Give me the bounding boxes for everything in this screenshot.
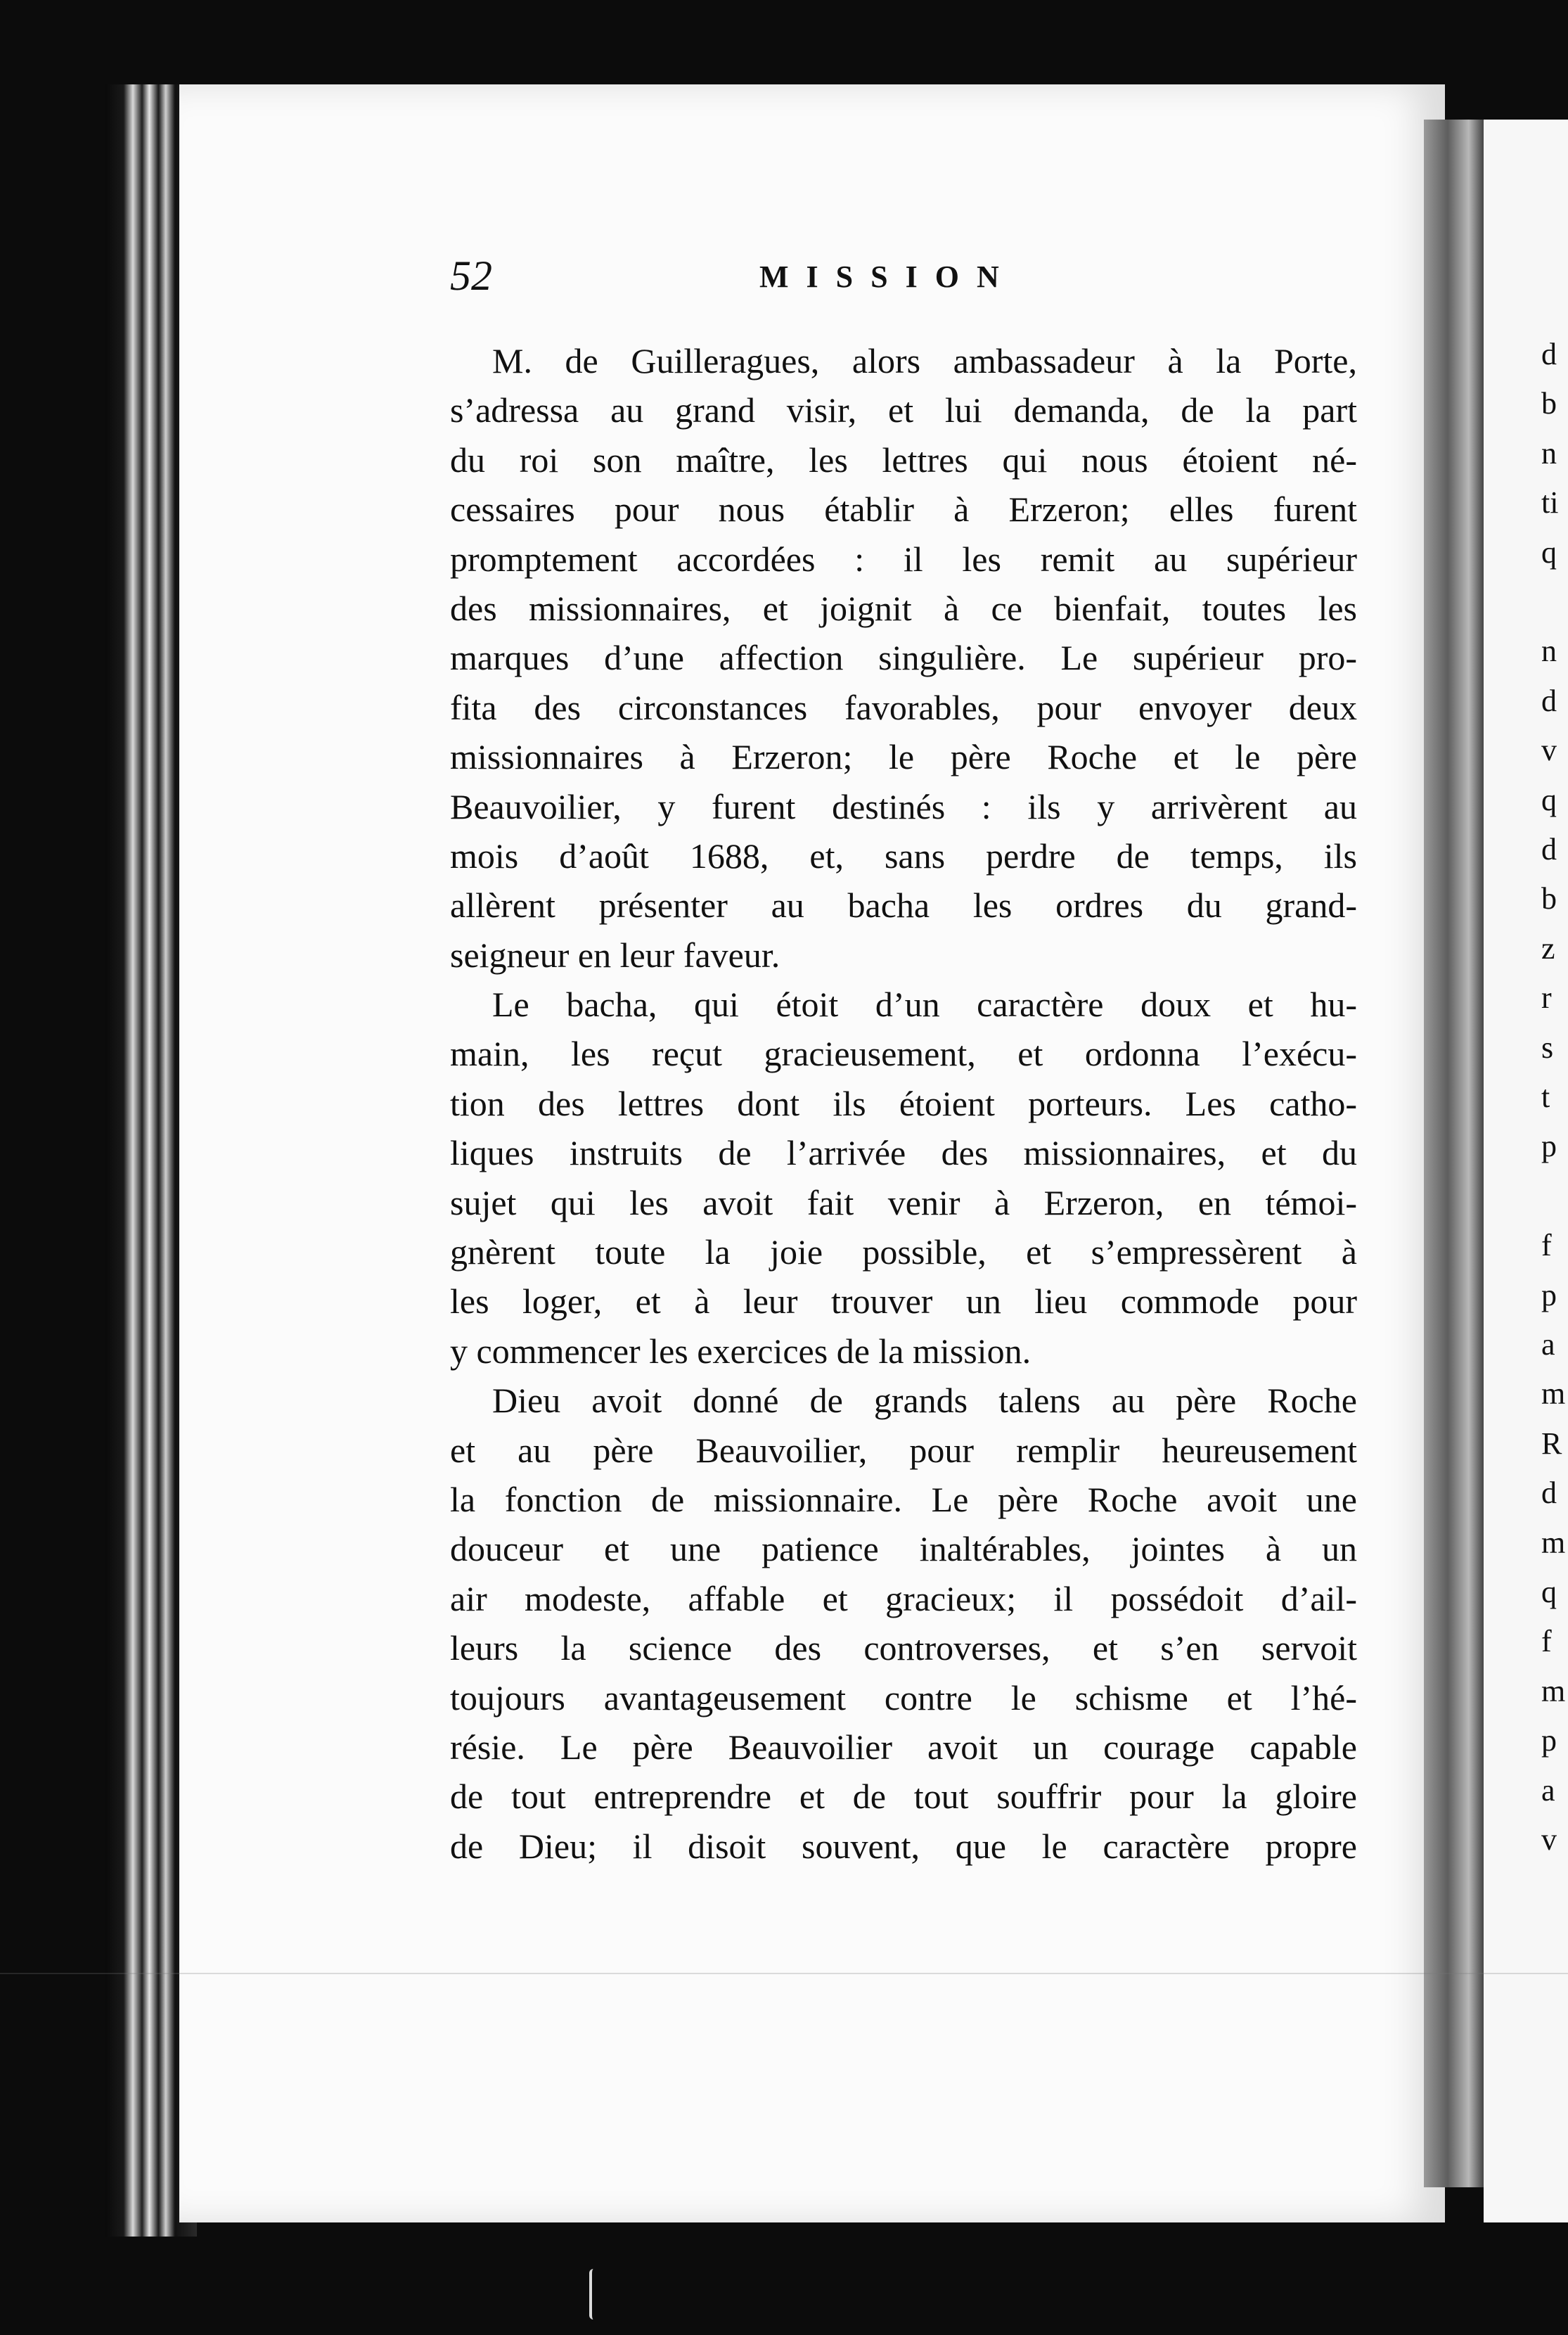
facing-page-fragment: t [1541, 1080, 1550, 1114]
text-line: Beauvoilier, y furent destinés : ils y arrivèrent au [450, 786, 1357, 826]
facing-page-fragment: m [1541, 1525, 1566, 1560]
text-line: fita des circonstances favorables, pour envoyer deux [450, 687, 1357, 727]
facing-page-fragment: d [1541, 832, 1557, 866]
text-line: liques instruits de l’arrivée des missionnaires, et du [450, 1133, 1357, 1173]
facing-page-fragment: p [1541, 1129, 1557, 1164]
text-line: seigneur en leur faveur. [450, 935, 780, 975]
facing-page-fragment: d [1541, 683, 1557, 718]
text-line: tion des lettres dont ils étoient porteurs. Les catho- [450, 1083, 1357, 1123]
facing-page-fragment: s [1541, 1030, 1554, 1065]
facing-page-fragment: r [1541, 980, 1552, 1016]
page-gutter-shadow [1424, 120, 1484, 2187]
text-line: Dieu avoit donné de grands talens au père Roche [492, 1381, 1357, 1421]
text-line: et au père Beauvoilier, pour remplir heureusement [450, 1430, 1357, 1470]
facing-page-fragment: p [1541, 1723, 1557, 1758]
scan-crease-line [0, 1973, 1568, 1974]
text-line: gnèrent toute la joie possible, et s’empressèrent à [450, 1232, 1357, 1272]
facing-page-fragment: n [1541, 634, 1557, 669]
running-head: MISSION [759, 260, 1017, 294]
facing-page-fragment: d [1541, 1476, 1557, 1511]
text-line: air modeste, affable et gracieux; il possédoit d’ail- [450, 1578, 1357, 1618]
facing-page-fragment: f [1541, 1624, 1552, 1659]
text-line: leurs la science des controverses, et s’en servoit [450, 1628, 1357, 1668]
facing-page-fragment: d [1541, 337, 1557, 371]
facing-page-fragment: ti [1541, 485, 1559, 520]
text-line: M. de Guilleragues, alors ambassadeur à la Porte, [492, 341, 1357, 380]
page-number: 52 [450, 252, 492, 299]
facing-page-fragment: q [1541, 782, 1557, 817]
page-header [450, 252, 1357, 308]
facing-page-fragment: f [1541, 1228, 1552, 1263]
text-line: missionnaires à Erzeron; le père Roche et le père [450, 737, 1357, 777]
facing-page-fragment: b [1541, 386, 1557, 421]
facing-page-fragment: v [1541, 1822, 1557, 1857]
facing-page-edge [1484, 120, 1568, 2222]
text-line: la fonction de missionnaire. Le père Roche avoit une [450, 1479, 1357, 1519]
facing-page-fragment: b [1541, 881, 1557, 916]
facing-page-fragment: q [1541, 1575, 1557, 1609]
text-line: les loger, et à leur trouver un lieu commode pour [450, 1281, 1357, 1322]
facing-page-fragment: a [1541, 1327, 1555, 1362]
facing-page-fragment: m [1541, 1376, 1566, 1412]
text-line: main, les reçut gracieusement, et ordonna l’exécu- [450, 1034, 1357, 1074]
body-text [450, 336, 1357, 1871]
text-line: Le bacha, qui étoit d’un caractère doux et hu- [492, 985, 1357, 1025]
facing-page-fragment: v [1541, 733, 1557, 768]
text-line: de Dieu; il disoit souvent, que le caractère propre [450, 1826, 1357, 1866]
text-line: de tout entreprendre et de tout souffrir pour la gloire [450, 1777, 1357, 1817]
text-line: du roi son maître, les lettres qui nous étoient né- [450, 440, 1357, 480]
facing-page-fragment: q [1541, 535, 1557, 570]
text-line: y commencer les exercices de la mission. [450, 1331, 1032, 1371]
text-line: toujours avantageusement contre le schisme et l’hé- [450, 1677, 1357, 1717]
text-line: promptement accordées : il les remit au supérieur [450, 539, 1357, 579]
text-line: s’adressa au grand visir, et lui demanda, de la part [450, 390, 1357, 430]
text-line: marques d’une affection singulière. Le supérieur pro- [450, 638, 1357, 678]
text-line: des missionnaires, et joignit à ce bienfait, toutes les [450, 588, 1357, 628]
text-line: résie. Le père Beauvoilier avoit un courage capable [450, 1727, 1357, 1767]
facing-page-fragment: n [1541, 435, 1557, 471]
facing-page-fragment: m [1541, 1673, 1566, 1708]
scan-artifact [589, 2269, 602, 2320]
facing-page-fragment: p [1541, 1277, 1557, 1312]
facing-page-fragment: z [1541, 930, 1555, 966]
facing-page-fragment: a [1541, 1772, 1555, 1808]
facing-page-fragment: R [1541, 1426, 1562, 1461]
text-line: allèrent présenter au bacha les ordres du grand- [450, 885, 1357, 926]
text-line: douceur et une patience inaltérables, jointes à un [450, 1529, 1357, 1569]
text-line: cessaires pour nous établir à Erzeron; elles furent [450, 490, 1357, 530]
text-line: mois d’août 1688, et, sans perdre de temps, ils [450, 836, 1357, 876]
text-line: sujet qui les avoit fait venir à Erzeron, en témoi- [450, 1182, 1357, 1222]
